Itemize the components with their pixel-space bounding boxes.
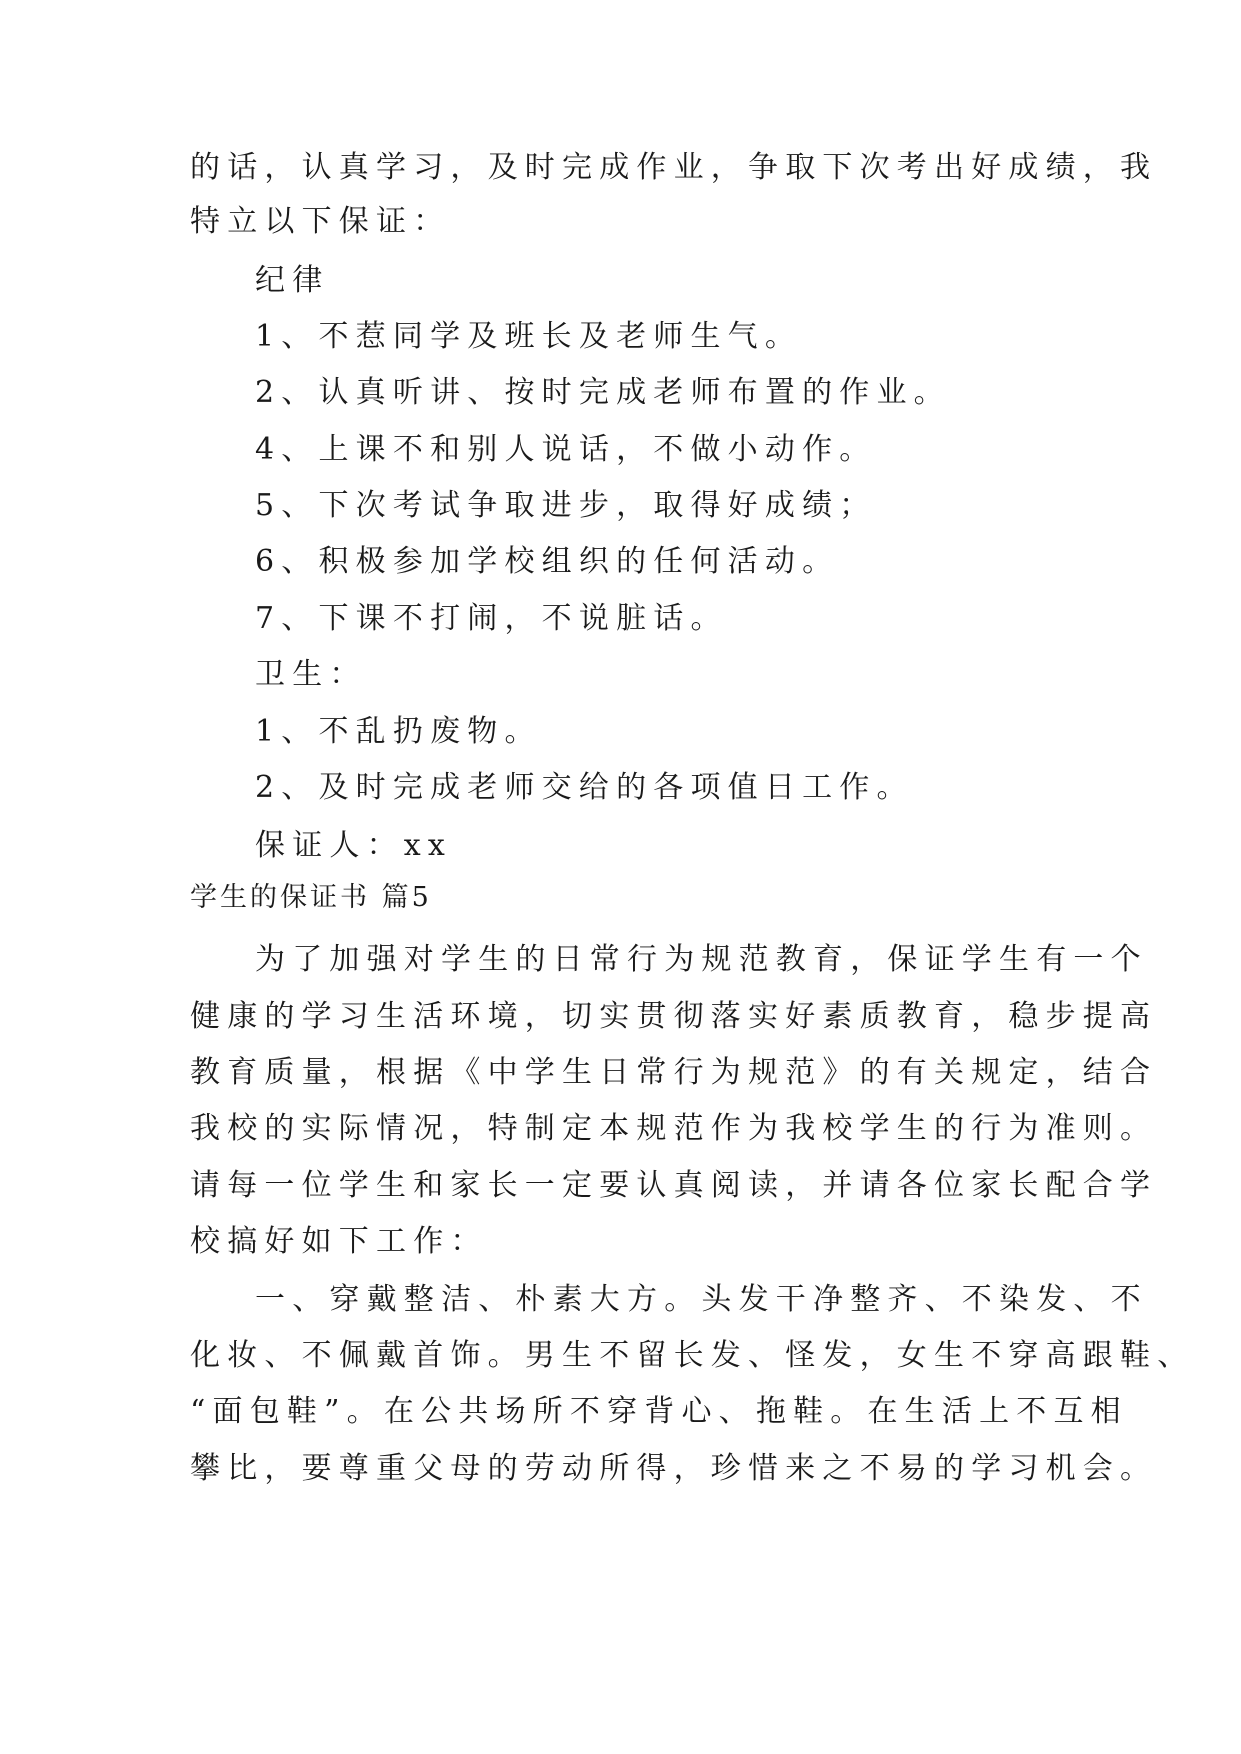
signature-line: 保证人：xx — [255, 828, 453, 863]
section-heading: 学生的保证书 篇5 — [190, 882, 432, 913]
paragraph-line: 攀比，要尊重父母的劳动所得，珍惜来之不易的学习机会。 — [190, 1451, 1158, 1486]
paragraph-line: 化妆、不佩戴首饰。男生不留长发、怪发，女生不穿高跟鞋、 — [190, 1338, 1195, 1373]
paragraph-line: 教育质量，根据《中学生日常行为规范》的有关规定，结合 — [190, 1055, 1158, 1090]
paragraph-line: 请每一位学生和家长一定要认真阅读，并请各位家长配合学 — [190, 1168, 1158, 1203]
paragraph-line: 我校的实际情况，特制定本规范作为我校学生的行为准则。 — [190, 1111, 1158, 1146]
paragraph-line: 的话，认真学习，及时完成作业，争取下次考出好成绩，我 — [190, 150, 1158, 185]
list-item: 2、及时完成老师交给的各项值日工作。 — [255, 770, 914, 805]
list-item: 2、认真听讲、按时完成老师布置的作业。 — [255, 375, 951, 410]
list-item: 7、下课不打闹，不说脏话。 — [255, 601, 728, 636]
paragraph-line: “面包鞋”。在公共场所不穿背心、拖鞋。在生活上不互相 — [190, 1394, 1128, 1429]
paragraph-line: 为了加强对学生的日常行为规范教育，保证学生有一个 — [255, 942, 1148, 977]
section-label-hygiene: 卫生： — [255, 657, 367, 692]
section-label-discipline: 纪律 — [255, 263, 330, 298]
list-item: 1、不惹同学及班长及老师生气。 — [255, 319, 803, 354]
paragraph-line: 校搞好如下工作： — [190, 1224, 488, 1259]
list-item: 4、上课不和别人说话，不做小动作。 — [255, 432, 877, 467]
paragraph-line: 特立以下保证： — [190, 204, 451, 239]
list-item: 6、积极参加学校组织的任何活动。 — [255, 544, 840, 579]
paragraph-line: 健康的学习生活环境，切实贯彻落实好素质教育，稳步提高 — [190, 999, 1158, 1034]
list-item: 5、下次考试争取进步，取得好成绩； — [255, 488, 877, 523]
list-item: 1、不乱扔废物。 — [255, 714, 542, 749]
paragraph-line: 一、穿戴整洁、朴素大方。头发干净整齐、不染发、不 — [255, 1282, 1148, 1317]
